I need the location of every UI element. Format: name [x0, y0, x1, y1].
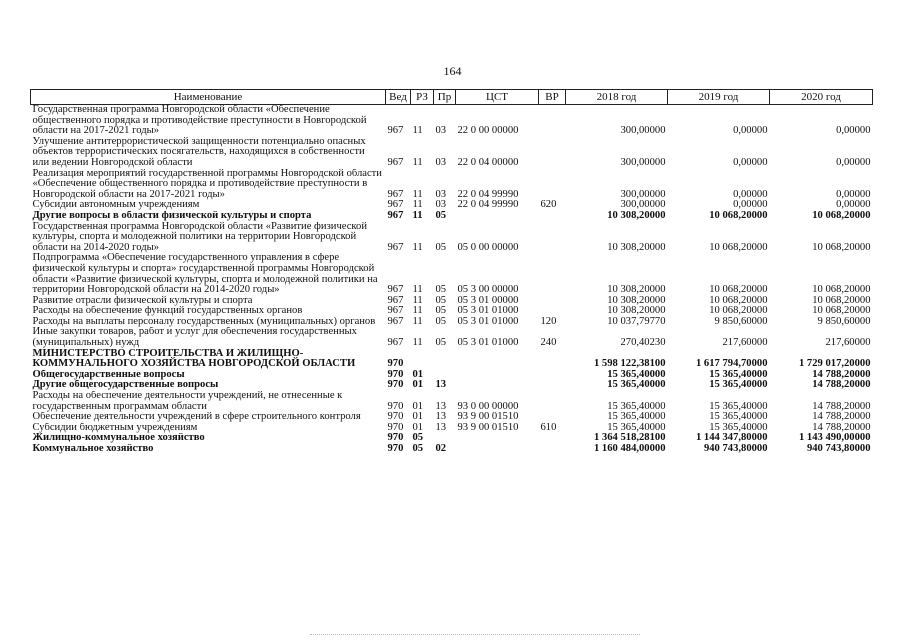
cell-name: Улучшение антитеррористической защищенности потенциально опасных объектов террористических посягательств, находящихся в собственности или ведении Новгородской области — [32, 136, 366, 168]
cell-pr: 13 — [435, 380, 447, 391]
cell-y2020: 14 788,20000 — [812, 412, 871, 423]
table-row — [31, 253, 873, 295]
header-vr: ВР — [539, 90, 566, 105]
cell-y2020: 217,60000 — [825, 337, 871, 349]
cell-ved: 967 — [387, 337, 404, 349]
cell-cst: 05 3 01 01000 — [457, 337, 519, 349]
table-row — [31, 211, 873, 222]
cell-rz: 11 — [412, 156, 423, 168]
cell-y2018: 10 308,20000 — [607, 210, 666, 221]
header-cst: ЦСТ — [456, 90, 539, 105]
cell-cst: 05 3 00 00000 — [457, 284, 519, 296]
cell-ved: 967 — [387, 306, 404, 317]
cell-cst — [456, 211, 539, 222]
cell-rz: 11 — [412, 284, 423, 296]
cell-ved: 967 — [387, 241, 404, 253]
cell-vr — [539, 433, 566, 444]
cell-ved: 967 — [387, 200, 404, 211]
cell-rz: 11 — [412, 316, 423, 327]
cell-y2018: 270,40230 — [620, 337, 666, 349]
cell-ved: 967 — [387, 284, 404, 296]
cell-rz: 01 — [412, 412, 424, 423]
cell-cst: 93 0 00 00000 — [457, 400, 519, 412]
cell-ved: 970 — [387, 433, 404, 444]
cell-y2020: 14 788,20000 — [812, 380, 871, 391]
cell-name: Расходы на обеспечение деятельности учреждений, не отнесенные к государственным программам области — [32, 391, 343, 412]
cell-pr: 05 — [435, 337, 447, 349]
cell-ved: 967 — [387, 125, 404, 137]
cell-name: Другие вопросы в области физической культуры и спорта — [32, 210, 312, 221]
header-pr: Пр — [434, 90, 456, 105]
cell-rz: 01 — [412, 422, 424, 433]
cell-y2018: 300,00000 — [620, 125, 666, 137]
cell-rz: 11 — [412, 306, 423, 317]
cell-vr: 120 — [540, 316, 557, 327]
cell-cst: 22 0 04 99990 — [457, 188, 519, 200]
cell-y2018: 15 365,40000 — [607, 412, 666, 423]
cell-vr — [539, 380, 566, 391]
cell-y2019: 1 144 347,80000 — [695, 433, 768, 444]
cell-y2019: 10 068,20000 — [709, 295, 768, 306]
cell-name: Подпрограмма «Обеспечение государственного управления в сфере физической культуры и спорта» государственной программы Новгородской области «Развитие физической культуры, спорта и молодежной политики на территории Новгородской области на 2014-2020 годы» — [32, 253, 378, 296]
cell-y2020: 14 788,20000 — [812, 369, 871, 380]
cell-pr — [434, 349, 456, 370]
table-row — [31, 370, 873, 381]
cell-y2019: 0,00000 — [733, 156, 768, 168]
header-2019: 2019 год — [668, 90, 770, 105]
cell-y2019: 0,00000 — [733, 125, 768, 137]
cell-y2018: 10 308,20000 — [607, 241, 666, 253]
cell-cst: 05 3 01 01000 — [457, 306, 519, 317]
cell-y2018: 10 308,20000 — [607, 295, 666, 306]
table-row — [31, 137, 873, 169]
cell-y2020: 14 788,20000 — [812, 422, 871, 433]
cell-ved: 970 — [387, 412, 404, 423]
cell-name: Развитие отрасли физической культуры и спорта — [32, 295, 253, 306]
table-row — [31, 412, 873, 423]
table-body — [31, 105, 873, 455]
header-ved: Вед — [386, 90, 411, 105]
cell-name: Субсидии автономным учреждениям — [32, 200, 200, 211]
cell-cst: 22 0 00 00000 — [457, 125, 519, 137]
cell-rz: 11 — [412, 125, 423, 137]
cell-y2019: 15 365,40000 — [709, 380, 768, 391]
cell-pr: 05 — [435, 306, 447, 317]
cell-rz: 05 — [412, 433, 424, 444]
cell-rz: 11 — [412, 295, 423, 306]
cell-name: Обеспечение деятельности учреждений в сфере строительного контроля — [32, 412, 361, 423]
cell-ved: 970 — [387, 380, 404, 391]
cell-name: Расходы на обеспечение функций государственных органов — [32, 306, 303, 317]
cell-y2019: 10 068,20000 — [709, 284, 768, 296]
cell-vr — [539, 105, 566, 137]
cell-ved: 967 — [387, 210, 404, 221]
cell-rz: 11 — [412, 200, 423, 211]
page-number: 164 — [443, 64, 462, 78]
cell-pr: 05 — [435, 295, 447, 306]
cell-y2018: 10 308,20000 — [607, 306, 666, 317]
cell-vr — [539, 391, 566, 412]
cell-y2020: 0,00000 — [836, 188, 871, 200]
cell-y2019: 15 365,40000 — [709, 422, 768, 433]
table-row — [31, 433, 873, 444]
cell-y2020: 0,00000 — [836, 156, 871, 168]
cell-y2020: 14 788,20000 — [812, 400, 871, 412]
cell-vr — [539, 444, 566, 455]
cell-vr — [539, 349, 566, 370]
cell-cst: 05 0 00 00000 — [457, 241, 519, 253]
cell-y2019: 0,00000 — [733, 188, 768, 200]
cell-ved: 970 — [387, 422, 404, 433]
cell-cst: 05 3 01 00000 — [457, 295, 519, 306]
table-row — [31, 105, 873, 137]
budget-table — [30, 89, 873, 455]
cell-cst — [456, 370, 539, 381]
cell-name: Государственная программа Новгородской области «Обеспечение общественного порядка и противодействие преступности в Новгородской области на 2017-2021 годы» — [32, 104, 367, 137]
cell-y2019: 10 068,20000 — [709, 241, 768, 253]
cell-name: Жилищно-коммунальное хозяйство — [32, 433, 205, 444]
cell-rz: 11 — [412, 210, 423, 221]
cell-vr — [539, 306, 566, 317]
cell-pr: 13 — [435, 422, 447, 433]
cell-y2018: 15 365,40000 — [607, 369, 666, 380]
cell-y2020: 0,00000 — [836, 200, 871, 211]
cell-name: Субсидии бюджетным учреждениям — [32, 422, 198, 433]
table-row — [31, 296, 873, 307]
cell-pr: 13 — [435, 400, 447, 412]
cell-vr — [539, 296, 566, 307]
table-row — [31, 444, 873, 455]
cell-ved: 967 — [387, 188, 404, 200]
cell-rz: 05 — [412, 444, 424, 454]
cell-y2019: 0,00000 — [733, 200, 768, 211]
cell-vr — [539, 169, 566, 201]
header-name: Наименование — [31, 90, 386, 105]
cell-ved: 970 — [387, 400, 404, 412]
cell-y2018: 1 160 484,00000 — [593, 444, 666, 454]
cell-name: Реализация мероприятий государственной программы Новгородской области «Обеспечение общественного порядка и противодействие преступности в Новгородской области на 2017-2021 годы» — [32, 168, 382, 200]
cell-cst — [456, 349, 539, 370]
cell-y2018: 10 037,79770 — [607, 316, 666, 327]
cell-y2020: 1 143 490,00000 — [798, 433, 871, 444]
header-2018: 2018 год — [566, 90, 668, 105]
cell-name: Общегосударственные вопросы — [32, 369, 185, 380]
cell-ved: 970 — [387, 444, 404, 454]
cell-vr — [539, 137, 566, 169]
cell-pr: 03 — [435, 200, 447, 211]
cell-pr: 05 — [435, 241, 447, 253]
table-row — [31, 391, 873, 412]
cell-vr: 620 — [540, 200, 557, 211]
cell-y2018: 15 365,40000 — [607, 422, 666, 433]
table-row — [31, 169, 873, 201]
cell-y2019: 10 068,20000 — [709, 210, 768, 221]
cell-pr: 03 — [435, 125, 447, 137]
cell-cst — [456, 444, 539, 455]
cell-name: Другие общегосударственные вопросы — [32, 380, 219, 391]
cell-rz: 01 — [412, 400, 424, 412]
cell-y2020: 10 068,20000 — [812, 284, 871, 296]
cell-vr — [539, 253, 566, 295]
cell-y2018: 1 364 518,28100 — [593, 433, 666, 444]
cell-y2018: 1 598 122,38100 — [593, 358, 666, 370]
cell-y2019: 15 365,40000 — [709, 412, 768, 423]
cell-ved: 967 — [387, 295, 404, 306]
header-2020: 2020 год — [770, 90, 873, 105]
cell-y2018: 300,00000 — [620, 200, 666, 211]
footer-dotted-line — [310, 634, 640, 635]
cell-vr — [539, 370, 566, 381]
cell-y2018: 10 308,20000 — [607, 284, 666, 296]
cell-name: МИНИСТЕРСТВО СТРОИТЕЛЬСТВА И ЖИЛИЩНО-КОММУНАЛЬНОГО ХОЗЯЙСТВА НОВГОРОДСКОЙ ОБЛАСТИ — [32, 348, 356, 370]
cell-pr: 05 — [435, 316, 447, 327]
cell-rz: 11 — [412, 337, 423, 349]
cell-y2020: 940 743,80000 — [806, 444, 871, 454]
table-row — [31, 222, 873, 254]
cell-y2019: 1 617 794,70000 — [695, 358, 768, 370]
table-row — [31, 349, 873, 370]
table-row — [31, 327, 873, 348]
cell-y2020: 9 850,60000 — [817, 316, 871, 327]
cell-cst: 22 0 04 99990 — [457, 200, 519, 211]
cell-ved: 967 — [387, 316, 404, 327]
cell-name: Иные закупки товаров, работ и услуг для обеспечения государственных (муниципальных) нужд — [32, 327, 357, 349]
cell-pr: 13 — [435, 412, 447, 423]
table-row — [31, 380, 873, 391]
cell-rz: 01 — [412, 380, 424, 391]
cell-pr: 05 — [435, 284, 447, 296]
cell-y2020: 10 068,20000 — [812, 295, 871, 306]
cell-cst — [456, 433, 539, 444]
cell-pr: 05 — [435, 210, 447, 221]
cell-y2019: 9 850,60000 — [714, 316, 768, 327]
cell-rz: 11 — [412, 241, 423, 253]
table-row — [31, 423, 873, 434]
cell-ved: 967 — [387, 156, 404, 168]
cell-rz: 11 — [412, 188, 423, 200]
cell-y2020: 0,00000 — [836, 125, 871, 137]
cell-y2018: 15 365,40000 — [607, 400, 666, 412]
cell-y2018: 300,00000 — [620, 156, 666, 168]
cell-y2018: 15 365,40000 — [607, 380, 666, 391]
table-row — [31, 317, 873, 328]
table-row — [31, 200, 873, 211]
cell-y2020: 10 068,20000 — [812, 210, 871, 221]
table-header-row — [31, 90, 873, 105]
table-row — [31, 306, 873, 317]
cell-y2020: 10 068,20000 — [812, 241, 871, 253]
cell-y2019: 15 365,40000 — [709, 369, 768, 380]
cell-ved: 970 — [387, 369, 404, 380]
cell-pr: 03 — [435, 188, 447, 200]
cell-y2019: 940 743,80000 — [703, 444, 768, 454]
cell-cst — [456, 380, 539, 391]
cell-vr: 610 — [540, 422, 557, 433]
cell-cst: 05 3 01 01000 — [457, 316, 519, 327]
header-rz: РЗ — [411, 90, 434, 105]
cell-cst: 93 9 00 01510 — [457, 412, 519, 423]
cell-vr — [539, 222, 566, 254]
cell-name: Коммунальное хозяйство — [32, 444, 154, 454]
cell-pr: 02 — [435, 444, 447, 454]
cell-rz — [411, 349, 434, 370]
cell-name: Расходы на выплаты персоналу государственных (муниципальных) органов — [32, 316, 376, 327]
cell-pr — [434, 433, 456, 444]
cell-pr: 03 — [435, 156, 447, 168]
cell-y2020: 1 729 017,20000 — [798, 358, 871, 370]
cell-y2019: 10 068,20000 — [709, 306, 768, 317]
cell-cst: 93 9 00 01510 — [457, 422, 519, 433]
cell-vr: 240 — [540, 337, 557, 349]
cell-cst: 22 0 04 00000 — [457, 156, 519, 168]
cell-name: Государственная программа Новгородской области «Развитие физической культуры, спорта и молодежной политики на территории Новгородской области на 2014-2020 годы» — [32, 221, 368, 253]
cell-y2020: 10 068,20000 — [812, 306, 871, 317]
cell-pr — [434, 370, 456, 381]
cell-vr — [539, 412, 566, 423]
cell-y2019: 217,60000 — [722, 337, 768, 349]
cell-y2018: 300,00000 — [620, 188, 666, 200]
cell-rz: 01 — [412, 369, 424, 380]
cell-y2019: 15 365,40000 — [709, 400, 768, 412]
cell-vr — [539, 211, 566, 222]
cell-ved: 970 — [387, 358, 404, 370]
